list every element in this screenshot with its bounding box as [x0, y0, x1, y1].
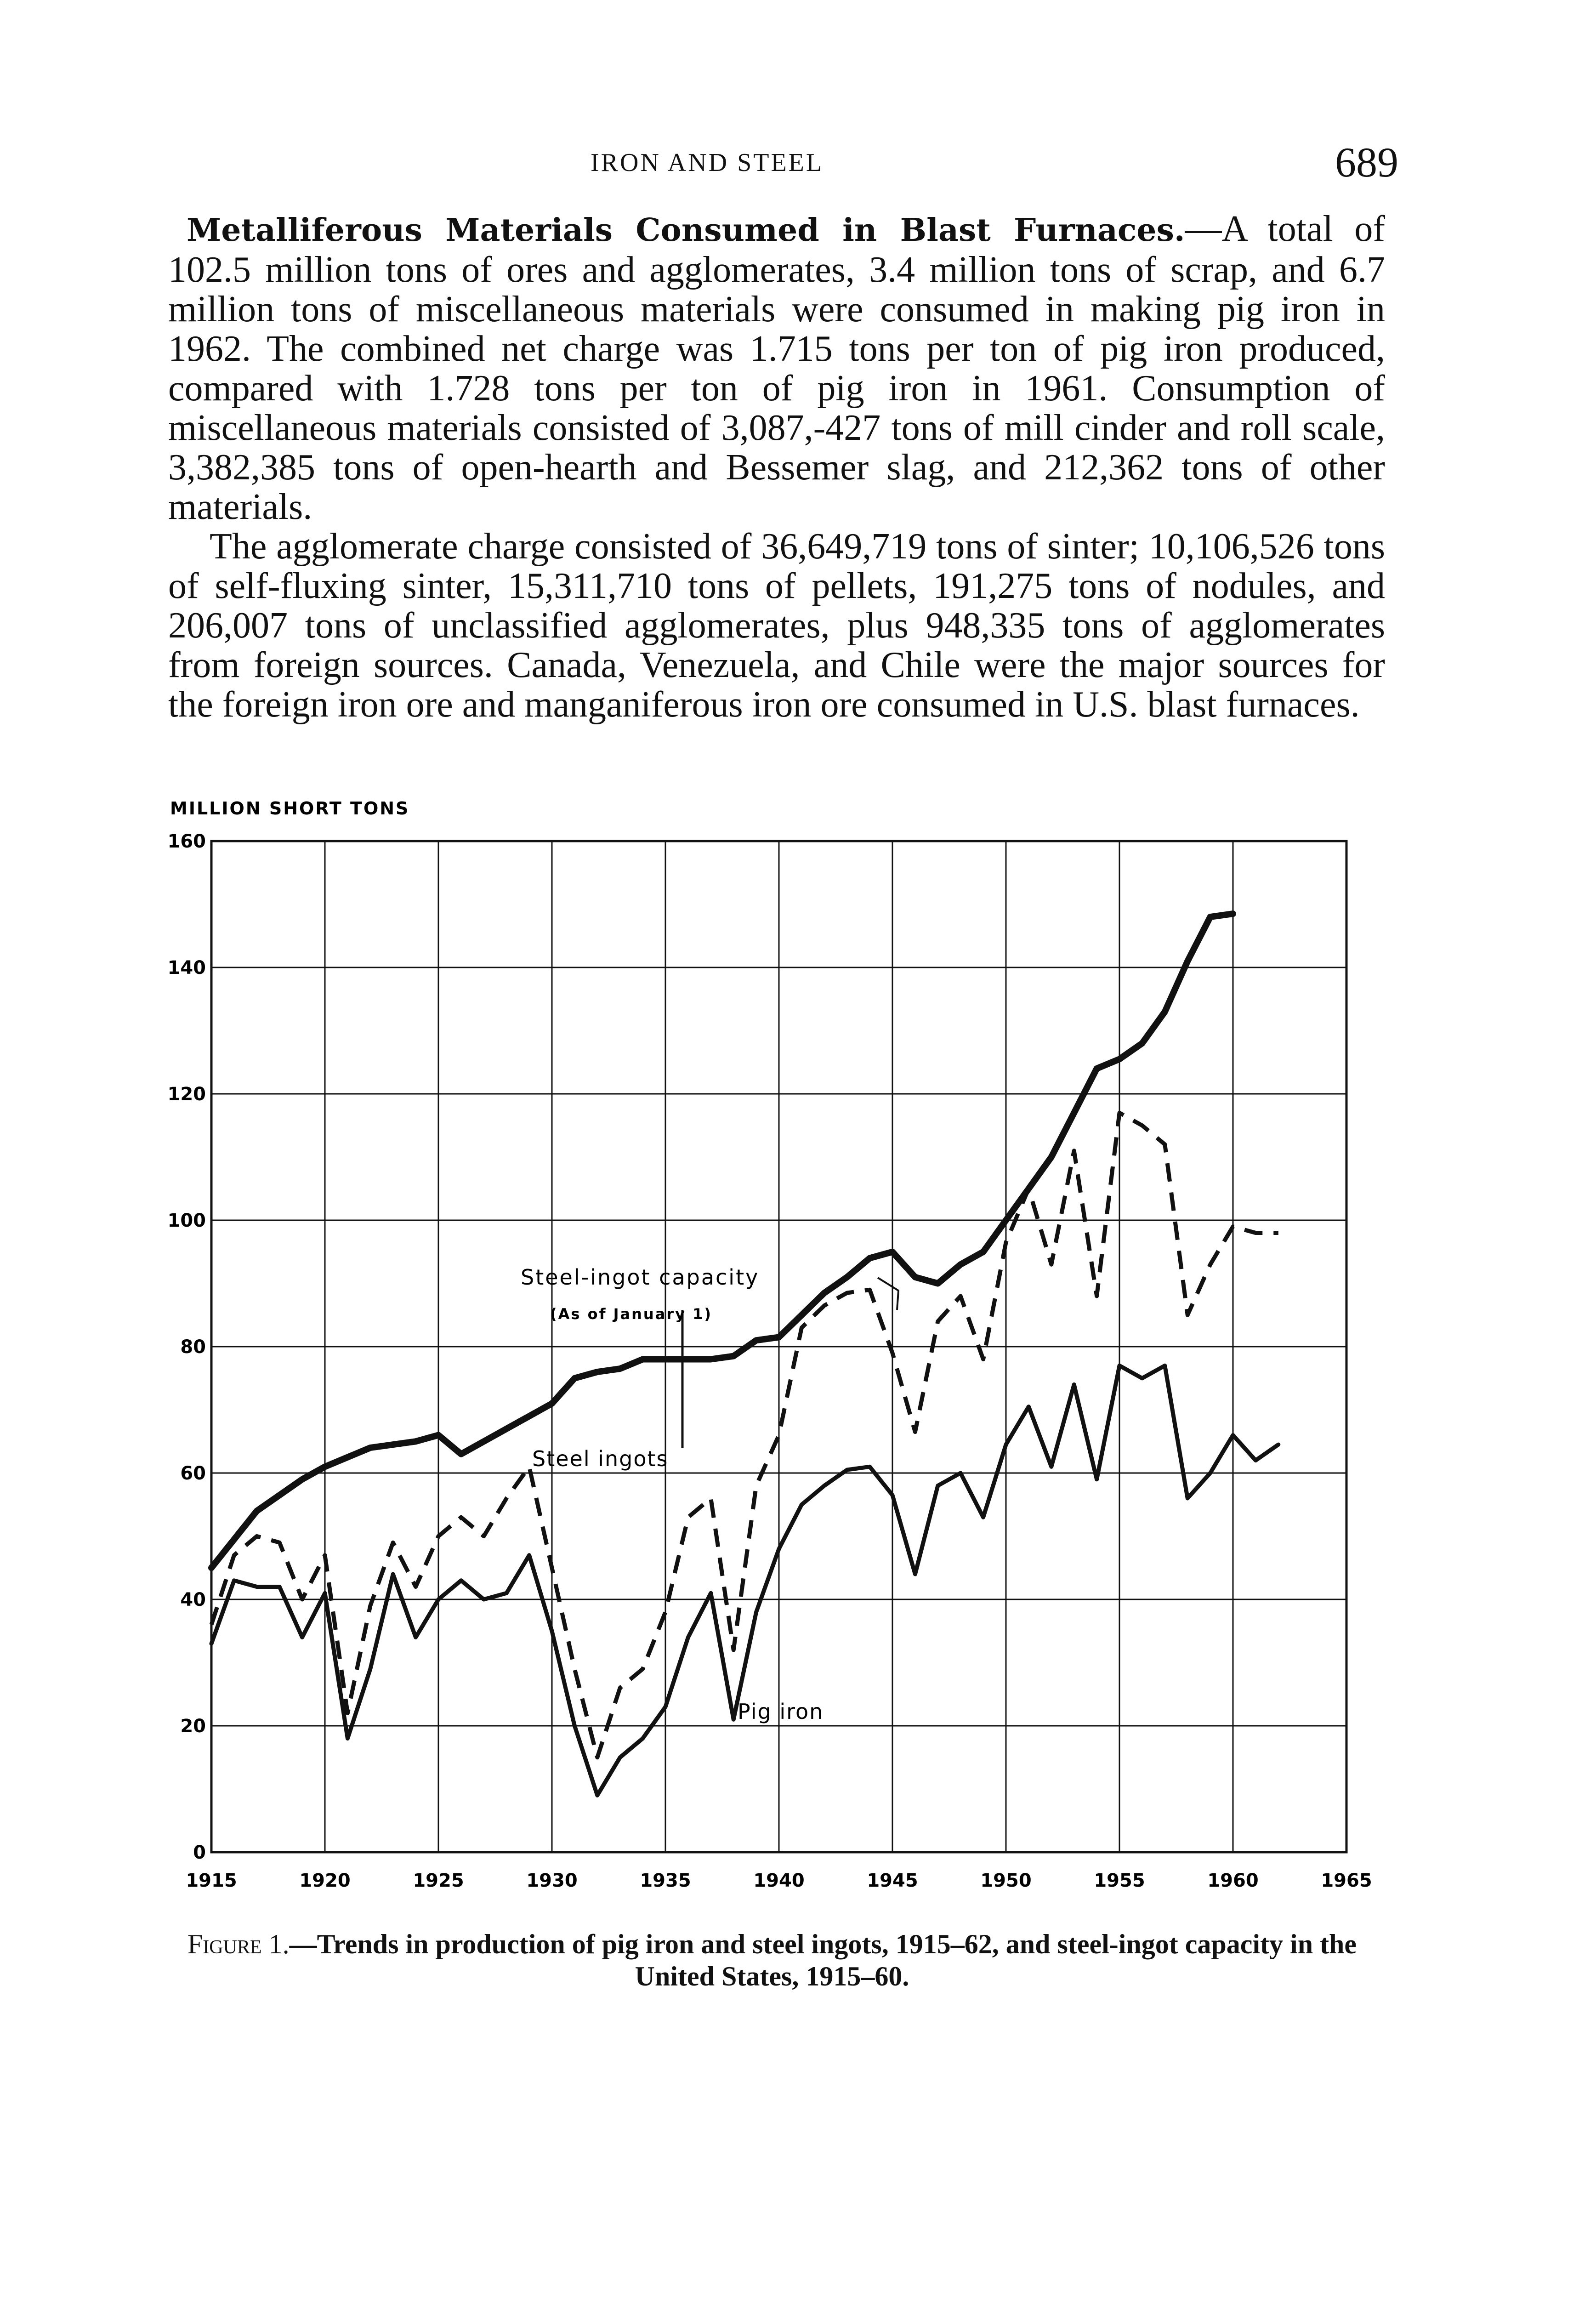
capacity-annotation-sub: (As of January 1) — [550, 1305, 712, 1323]
x-tick-label: 1960 — [1207, 1870, 1259, 1891]
page-number: 689 — [1335, 139, 1398, 186]
y-tick-label: 40 — [180, 1589, 206, 1610]
line-chart — [156, 800, 1397, 1903]
paragraph-metalliferous-materials — [168, 209, 1385, 527]
figure-caption — [156, 1928, 1388, 1992]
y-axis-label: MILLION SHORT TONS — [170, 800, 410, 819]
figure-caption-text: —Trends in production of pig iron and steel ingots, 1915–62, and steel-ingot capacity in the United States, 1915–60. — [289, 1929, 1357, 1991]
figure-1-chart — [156, 800, 1397, 1905]
series-line-steel-ingot-capacity — [211, 914, 1233, 1568]
running-title: IRON AND STEEL — [591, 148, 824, 177]
y-tick-label: 120 — [167, 1084, 206, 1105]
page-header — [0, 138, 1596, 188]
x-tick-label: 1935 — [640, 1870, 691, 1891]
y-tick-label: 60 — [180, 1463, 206, 1484]
x-tick-label: 1930 — [526, 1870, 578, 1891]
paragraph-agglomerate-charge — [168, 527, 1385, 724]
pig-iron-annotation: Pig iron — [738, 1699, 824, 1724]
run-in-heading: Metalliferous Materials Consumed in Blast Furnaces. — [187, 212, 1185, 249]
y-tick-label: 160 — [167, 831, 206, 852]
x-tick-label: 1915 — [186, 1870, 237, 1891]
capacity-pointer — [878, 1278, 898, 1310]
paragraph-2-text: The agglomerate charge consisted of 36,649,719 tons of sinter; 10,106,526 tons of self-fluxing sinter, 15,311,710 tons of pellets, 191,275 tons of nodules, and 206,007 tons of unclassified agglomerates, plus 948,335 tons of agglomerates from foreign sources. Canada, Venezuela, and Chile were the major sources for the foreign iron ore and manganiferous iron ore consumed in U.S. blast furnaces. — [168, 526, 1385, 725]
y-tick-label: 140 — [167, 957, 206, 978]
figure-caption-lead: Figure 1. — [187, 1929, 290, 1959]
body-text — [168, 209, 1385, 724]
x-tick-label: 1955 — [1094, 1870, 1145, 1891]
x-tick-label: 1945 — [867, 1870, 918, 1891]
capacity-annotation: Steel-ingot capacity — [521, 1265, 760, 1290]
x-tick-label: 1965 — [1321, 1870, 1372, 1891]
x-tick-label: 1920 — [299, 1870, 351, 1891]
y-tick-label: 20 — [180, 1716, 206, 1737]
paragraph-1-text: —A total of 102.5 million tons of ores and agglomerates, 3.4 million tons of scrap, and 6.7 million tons of miscellaneous materials were consumed in making pig iron in 1962. The combined net charge was 1.715 tons per ton of pig iron produced, compared with 1.728 tons per ton of pig iron in 1961. Consumption of miscellaneous materials consisted of 3,087,-427 tons of mill cinder and roll scale, 3,382,385 tons of open-hearth and Bessemer slag, and 212,362 tons of other materials. — [168, 209, 1385, 527]
steel-ingots-annotation: Steel ingots — [532, 1446, 669, 1471]
x-tick-label: 1925 — [413, 1870, 464, 1891]
y-tick-label: 100 — [167, 1210, 206, 1231]
x-tick-label: 1940 — [753, 1870, 805, 1891]
y-tick-label: 80 — [180, 1337, 206, 1358]
y-tick-label: 0 — [193, 1842, 206, 1863]
x-tick-label: 1950 — [980, 1870, 1032, 1891]
